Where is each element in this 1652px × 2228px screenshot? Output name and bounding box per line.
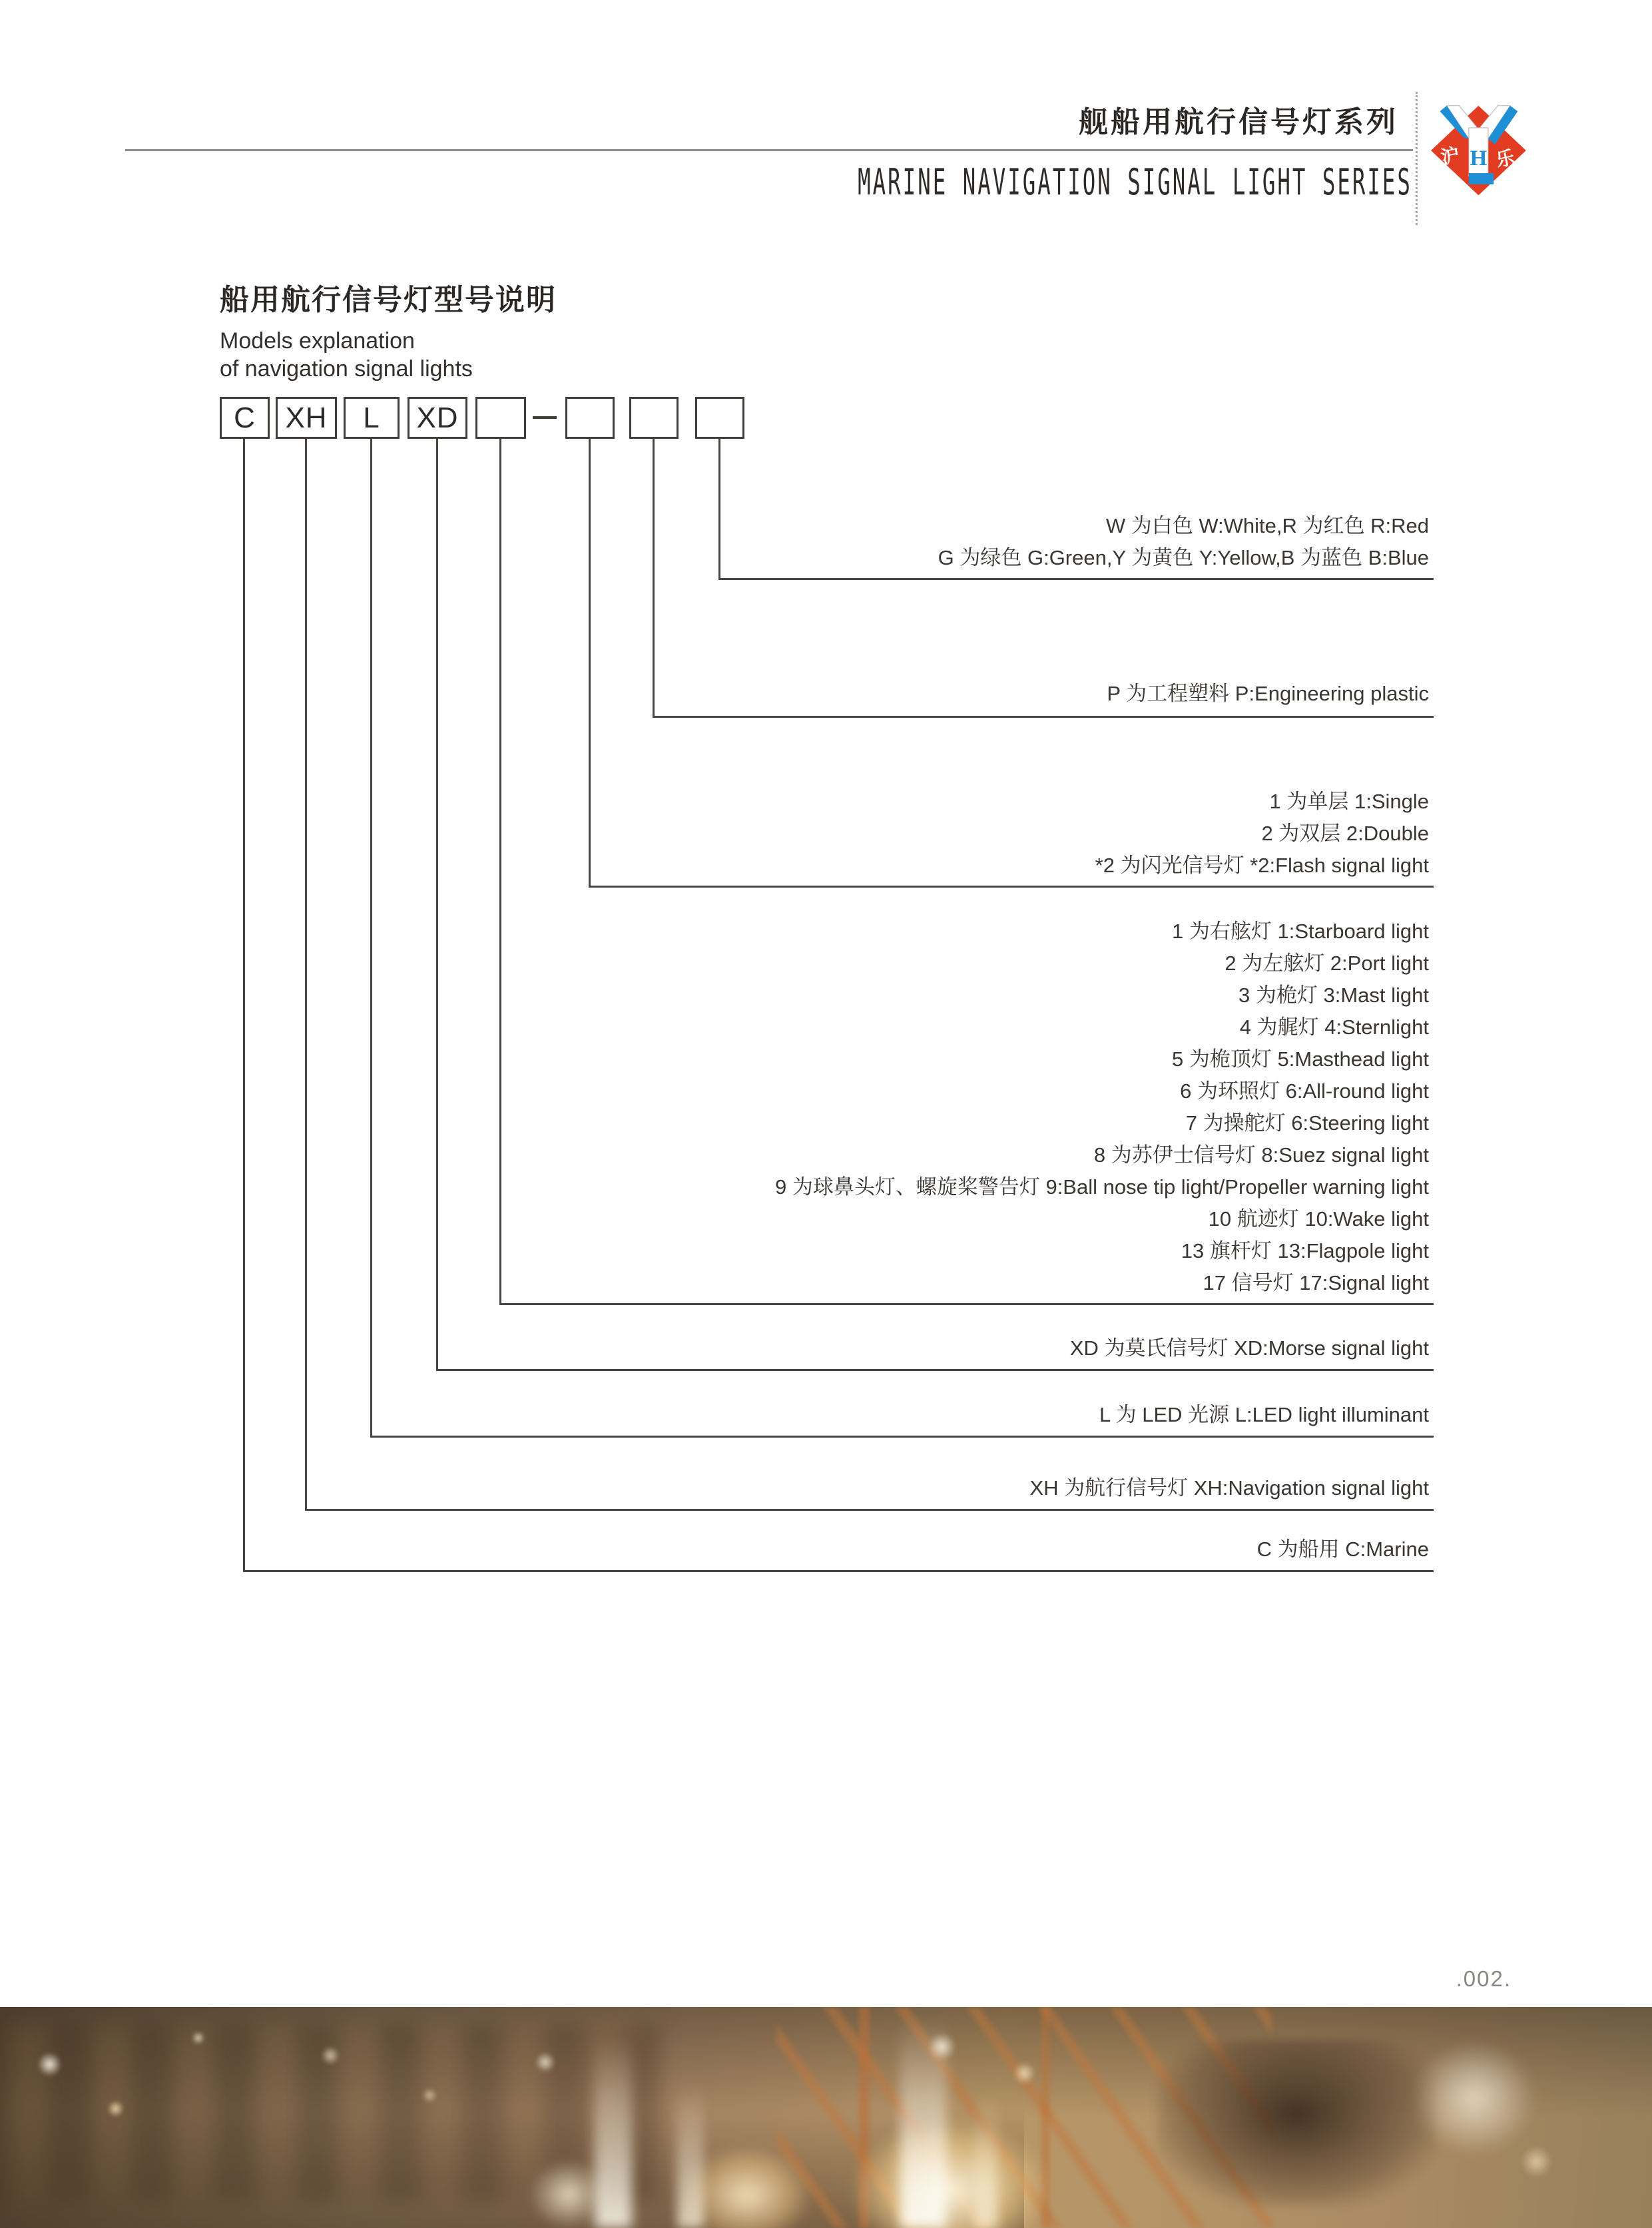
logo-y-foot bbox=[1469, 173, 1494, 184]
explanation-line: 7 为操舵灯 6:Steering light bbox=[1185, 1111, 1429, 1135]
connector-hline-l bbox=[370, 1436, 1434, 1438]
model-box-light-type bbox=[475, 397, 526, 439]
header-dotted-separator bbox=[1416, 92, 1418, 225]
photo-light-streak bbox=[900, 2018, 947, 2228]
connector-vline-l bbox=[370, 439, 372, 1436]
explanation-line: C 为船用 C:Marine bbox=[1256, 1537, 1429, 1561]
photo-light-streak bbox=[595, 2040, 632, 2228]
section-title-en-line1: Models explanation bbox=[220, 328, 415, 354]
connector-vline-c bbox=[243, 439, 245, 1570]
connector-hline-color bbox=[718, 578, 1434, 580]
connector-hline-material bbox=[653, 716, 1434, 718]
explanation-line: 1 为单层 1:Single bbox=[1269, 790, 1429, 813]
explanation-line: XH 为航行信号灯 XH:Navigation signal light bbox=[1029, 1476, 1429, 1500]
explanation-marine-code bbox=[1257, 1533, 1429, 1565]
explanation-line: 9 为球鼻头灯、螺旋桨警告灯 9:Ball nose tip light/Propeller warning light bbox=[774, 1175, 1429, 1199]
model-box-material bbox=[629, 397, 679, 439]
explanation-line: P 为工程塑料 P:Engineering plastic bbox=[1107, 682, 1429, 705]
header-rule bbox=[125, 149, 1413, 151]
explanation-line: XD 为莫氏信号灯 XD:Morse signal light bbox=[1069, 1336, 1429, 1360]
header-title-en: MARINE NAVIGATION SIGNAL LIGHT SERIES bbox=[858, 161, 1412, 203]
connector-vline-xd bbox=[436, 439, 438, 1369]
model-box-xd: XD bbox=[408, 397, 467, 439]
section-title-en-line2: of navigation signal lights bbox=[220, 356, 473, 382]
explanation-morse-code bbox=[1070, 1332, 1429, 1364]
harbor-night-photo bbox=[0, 2007, 1652, 2228]
model-box-l: L bbox=[344, 397, 400, 439]
explanation-navigation-code bbox=[1029, 1472, 1429, 1504]
logo-char-center: H bbox=[1470, 146, 1488, 170]
company-logo-icon bbox=[1430, 100, 1530, 200]
connector-hline-c bbox=[243, 1570, 1434, 1572]
connector-hline-light-type bbox=[499, 1303, 1434, 1305]
explanation-line: 4 为艉灯 4:Sternlight bbox=[1239, 1015, 1429, 1039]
logo-char-right: 乐 bbox=[1494, 146, 1517, 171]
explanation-led-code bbox=[1099, 1399, 1429, 1431]
connector-hline-xh bbox=[305, 1509, 1434, 1511]
explanation-line: 5 为桅顶灯 5:Masthead light bbox=[1172, 1047, 1429, 1071]
explanation-material-code bbox=[1107, 678, 1429, 710]
explanation-line: 10 航迹灯 10:Wake light bbox=[1208, 1207, 1429, 1231]
explanation-line: 8 为苏伊士信号灯 8:Suez signal light bbox=[1093, 1143, 1429, 1167]
explanation-line: 13 旗杆灯 13:Flagpole light bbox=[1181, 1239, 1429, 1262]
explanation-line: 17 信号灯 17:Signal light bbox=[1203, 1271, 1429, 1294]
connector-vline-material bbox=[653, 439, 655, 716]
explanation-line: 6 为环照灯 6:All-round light bbox=[1180, 1079, 1429, 1103]
model-code-dash bbox=[533, 416, 557, 419]
header-title-cn: 舰船用航行信号灯系列 bbox=[1079, 106, 1398, 139]
explanation-layer-code bbox=[1095, 786, 1429, 882]
explanation-line: W 为白色 W:White,R 为红色 R:Red bbox=[1105, 514, 1429, 537]
model-box-xh: XH bbox=[276, 397, 337, 439]
connector-hline-layer bbox=[589, 886, 1434, 888]
model-box-color bbox=[695, 397, 744, 439]
connector-hline-xd bbox=[436, 1369, 1434, 1371]
page-number: .002. bbox=[1456, 1966, 1512, 1991]
connector-vline-xh bbox=[305, 439, 307, 1509]
connector-vline-color bbox=[718, 439, 720, 578]
photo-distant-lights bbox=[0, 2007, 1652, 2228]
section-title-cn: 船用航行信号灯型号说明 bbox=[220, 284, 557, 316]
photo-light-streak bbox=[975, 2095, 997, 2228]
connector-vline-layer bbox=[589, 439, 591, 886]
explanation-line: 2 为左舷灯 2:Port light bbox=[1225, 952, 1429, 975]
model-box-c: C bbox=[220, 397, 270, 439]
explanation-line: 1 为右舷灯 1:Starboard light bbox=[1172, 920, 1429, 943]
explanation-line: G 为绿色 G:Green,Y 为黄色 Y:Yellow,B 为蓝色 B:Blue bbox=[938, 546, 1429, 569]
photo-light-streak bbox=[677, 2084, 704, 2228]
explanation-light-type-code bbox=[775, 916, 1429, 1299]
explanation-line: 2 为双层 2:Double bbox=[1261, 822, 1429, 845]
explanation-line: *2 为闪光信号灯 *2:Flash signal light bbox=[1095, 854, 1429, 877]
model-box-layer bbox=[565, 397, 615, 439]
connector-vline-light-type bbox=[499, 439, 501, 1303]
explanation-line: L 为 LED 光源 L:LED light illuminant bbox=[1099, 1403, 1429, 1426]
explanation-color-code bbox=[938, 510, 1429, 574]
explanation-line: 3 为桅灯 3:Mast light bbox=[1239, 983, 1429, 1007]
logo-char-left: 沪 bbox=[1439, 144, 1462, 168]
